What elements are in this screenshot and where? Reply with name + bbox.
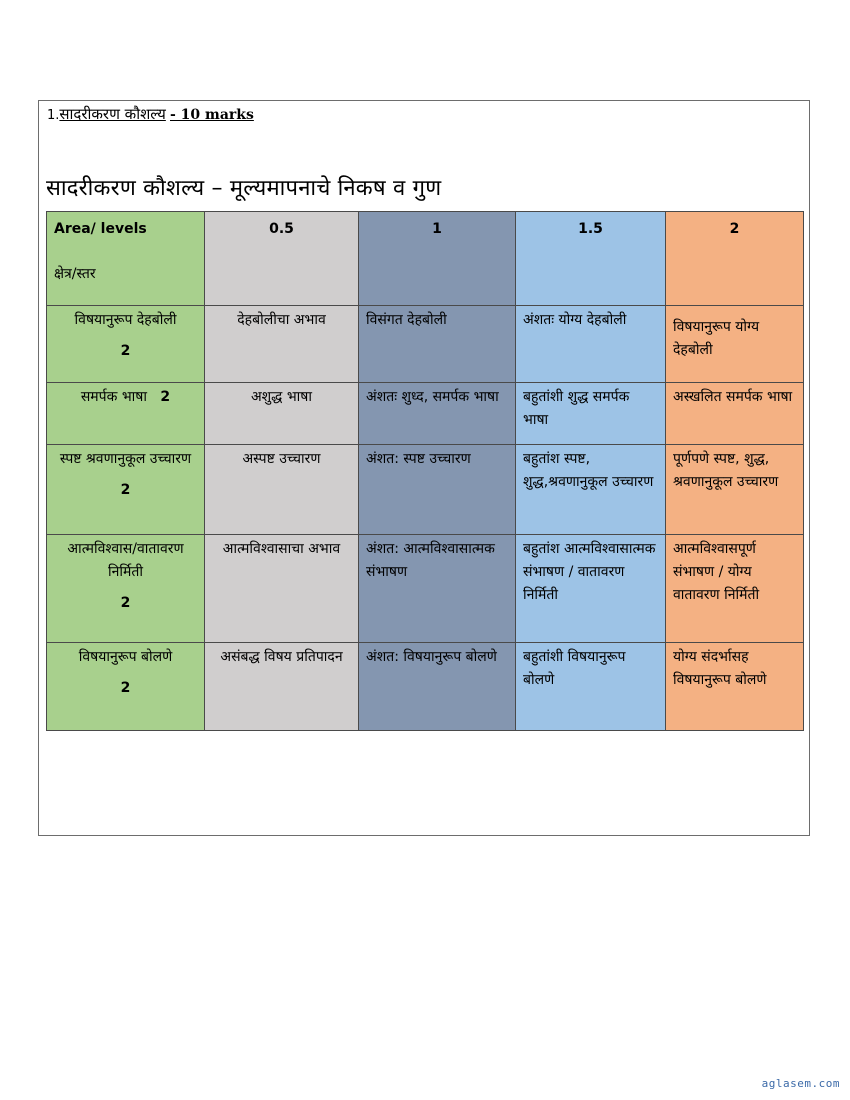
table-row <box>47 383 804 445</box>
level-cell: विसंगत देहबोली <box>359 306 516 383</box>
level-cell: आत्मविश्वासाचा अभाव <box>205 535 359 643</box>
section-number: 1. <box>47 108 60 123</box>
level-cell: बहुतांशी शुद्ध समर्पक भाषा <box>516 383 666 445</box>
area-header-en: Area/ levels <box>54 221 147 237</box>
level-cell: अंशत: आत्मविश्वासात्मक संभाषण <box>359 535 516 643</box>
level-header: 1 <box>359 212 516 306</box>
table-row <box>47 643 804 731</box>
level-cell: असंबद्ध विषय प्रतिपादन <box>205 643 359 731</box>
level-header: 2 <box>666 212 804 306</box>
level-cell: अस्पष्ट उच्चारण <box>205 445 359 535</box>
level-cell: अस्खलित समर्पक भाषा <box>666 383 804 445</box>
rubric-title: सादरीकरण कौशल्य – मूल्यमापनाचे निकष व गुण <box>46 176 442 201</box>
area-header-mr: क्षेत्र/स्तर <box>54 266 96 282</box>
area-cell <box>47 306 205 383</box>
area-marks: 2 <box>120 343 131 359</box>
level-cell: अंशतः शुध्द, समर्पक भाषा <box>359 383 516 445</box>
level-header: 0.5 <box>205 212 359 306</box>
level-cell: योग्य संदर्भासह विषयानुरूप बोलणे <box>666 643 804 731</box>
level-cell: अशुद्ध भाषा <box>205 383 359 445</box>
area-marks: 2 <box>120 680 131 696</box>
table-row <box>47 535 804 643</box>
area-name: स्पष्ट श्रवणानुकूल उच्चारण <box>59 451 192 467</box>
level-cell: अंशतः योग्य देहबोली <box>516 306 666 383</box>
area-cell <box>47 383 205 445</box>
watermark: aglasem.com <box>761 1077 840 1090</box>
section-heading <box>47 104 254 124</box>
rubric-table <box>46 211 804 731</box>
area-cell <box>47 643 205 731</box>
level-cell: बहुतांश आत्मविश्वासात्मक संभाषण / वातावरण निर्मिती <box>516 535 666 643</box>
area-marks: 2 <box>120 595 131 611</box>
level-header: 1.5 <box>516 212 666 306</box>
area-name: विषयानुरूप देहबोली <box>74 312 177 328</box>
section-title: सादरीकरण कौशल्य <box>59 105 166 123</box>
area-marks: 2 <box>160 389 171 405</box>
area-name: विषयानुरूप बोलणे <box>78 649 173 665</box>
table-row <box>47 445 804 535</box>
table-row <box>47 306 804 383</box>
area-marks: 2 <box>120 482 131 498</box>
level-cell: बहुतांश स्पष्ट, शुद्ध,श्रवणानुकूल उच्चारण <box>516 445 666 535</box>
area-name <box>54 386 197 409</box>
level-cell: विषयानुरूप योग्य देहबोली <box>666 306 804 383</box>
header-row <box>47 212 804 306</box>
level-cell: पूर्णपणे स्पष्ट, शुद्ध, श्रवणानुकूल उच्चारण <box>666 445 804 535</box>
level-cell: आत्मविश्वासपूर्ण संभाषण / योग्य वातावरण निर्मिती <box>666 535 804 643</box>
section-marks: - 10 marks <box>170 107 254 123</box>
level-cell: बहुतांशी विषयानुरूप बोलणे <box>516 643 666 731</box>
area-name-text: समर्पक भाषा <box>80 389 148 405</box>
level-cell: देहबोलीचा अभाव <box>205 306 359 383</box>
area-cell <box>47 535 205 643</box>
level-cell: अंशत: विषयानुरूप बोलणे <box>359 643 516 731</box>
level-cell: अंशत: स्पष्ट उच्चारण <box>359 445 516 535</box>
area-header-cell <box>47 212 205 306</box>
area-name: आत्मविश्वास/वातावरण निर्मिती <box>67 541 184 580</box>
area-cell <box>47 445 205 535</box>
